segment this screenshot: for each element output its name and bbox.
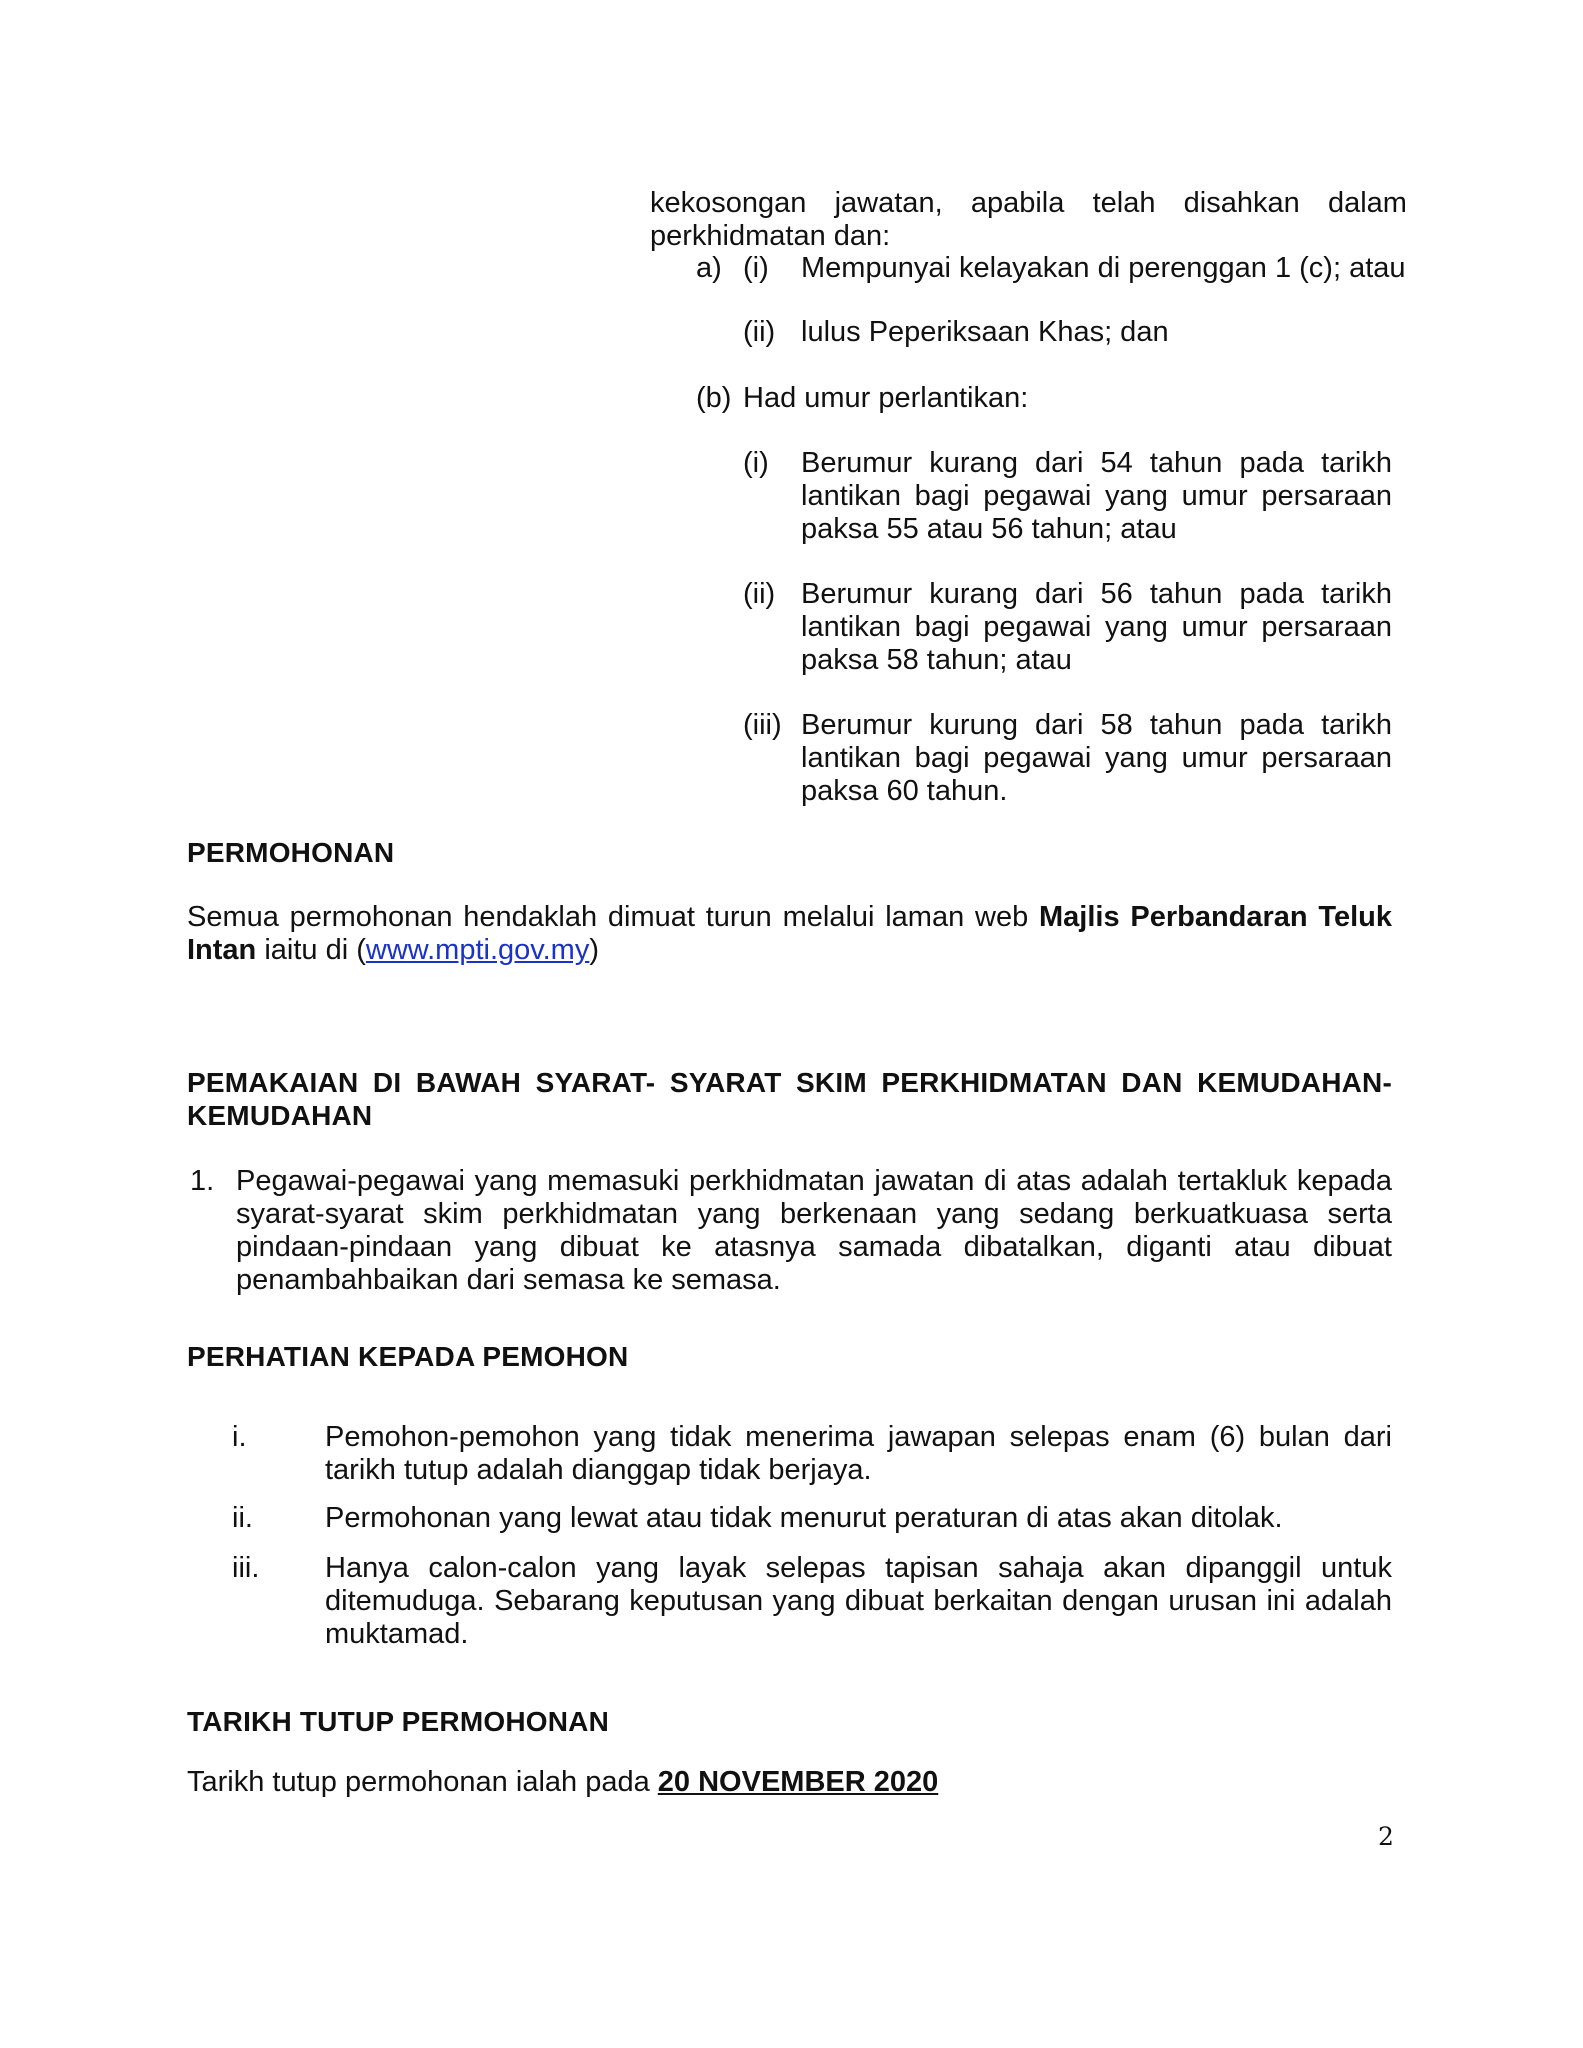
intro-word: apabila — [970, 187, 1065, 219]
clause-a-label: a) — [696, 252, 722, 284]
clause-b-label: (b) — [696, 382, 732, 414]
clause-b-ii-text: Berumur kurang dari 56 tahun pada tarikh lantikan bagi pegawai yang umur persaraan paksa 58 tahun; atau — [801, 578, 1392, 676]
permohonan-text-mid: iaitu di ( — [256, 934, 366, 966]
perhatian-item-iii-num: iii. — [232, 1552, 260, 1584]
intro-line-2: perkhidmatan dan: — [650, 220, 891, 252]
permohonan-heading: PERMOHONAN — [187, 837, 395, 868]
intro-word: kekosongan — [650, 187, 807, 219]
permohonan-text-before: Semua permohonan hendaklah dimuat turun melalui laman web — [187, 901, 1039, 933]
clause-b-title: Had umur perlantikan: — [743, 382, 1029, 414]
closing-date: 20 NOVEMBER 2020 — [657, 1766, 939, 1798]
perhatian-item-i-num: i. — [232, 1421, 247, 1453]
clause-a-i-text: Mempunyai kelayakan di perenggan 1 (c); atau — [801, 252, 1406, 284]
pemakaian-item-text: Pegawai-pegawai yang memasuki perkhidmatan jawatan di atas adalah tertakluk kepada syarat-syarat skim perkhidmatan yang berkenaan yang sedang berkuatkuasa serta pindaan-pindaan yang dibuat ke atasnya samada dibatalkan, diganti atau dibuat penambahbaikan dari semasa ke semasa. — [236, 1165, 1392, 1296]
tarikh-heading: TARIKH TUTUP PERMOHONAN — [187, 1706, 610, 1737]
intro-word: disahkan — [1183, 187, 1300, 219]
clause-a-i-num: (i) — [743, 252, 769, 284]
permohonan-text-after: ) — [589, 934, 600, 966]
pemakaian-item-num: 1. — [190, 1165, 215, 1197]
intro-word: dalam — [1327, 187, 1407, 219]
clause-a-ii-num: (ii) — [743, 316, 776, 348]
perhatian-item-ii-num: ii. — [232, 1502, 253, 1534]
website-link[interactable]: www.mpti.gov.my — [365, 934, 590, 966]
page-number: 2 — [1378, 1822, 1394, 1851]
clause-b-i-text: Berumur kurang dari 54 tahun pada tarikh lantikan bagi pegawai yang umur persaraan paksa 55 atau 56 tahun; atau — [801, 447, 1392, 545]
pemakaian-heading — [187, 1066, 1392, 1132]
clause-b-ii-num: (ii) — [743, 578, 776, 610]
pemakaian-heading-text: PEMAKAIAN DI BAWAH SYARAT- SYARAT SKIM PERKHIDMATAN DAN KEMUDAHAN-KEMUDAHAN — [187, 1067, 1392, 1131]
permohonan-paragraph — [187, 901, 1392, 967]
perhatian-item-i-text: Pemohon-pemohon yang tidak menerima jawapan selepas enam (6) bulan dari tarikh tutup adalah dianggap tidak berjaya. — [325, 1421, 1392, 1486]
perhatian-heading: PERHATIAN KEPADA PEMOHON — [187, 1341, 629, 1372]
clause-b-iii-text: Berumur kurung dari 58 tahun pada tarikh lantikan bagi pegawai yang umur persaraan paksa 60 tahun. — [801, 709, 1392, 807]
organization-name: Majlis Perbandaran Teluk Intan — [187, 901, 1392, 966]
intro-word: telah — [1092, 187, 1156, 219]
tarikh-paragraph — [187, 1766, 938, 1799]
clause-a-ii-text: lulus Peperiksaan Khas; dan — [801, 316, 1169, 348]
intro-line-1 — [650, 187, 1407, 220]
perhatian-item-iii-text: Hanya calon-calon yang layak selepas tapisan sahaja akan dipanggil untuk ditemuduga. Sebarang keputusan yang dibuat berkaitan dengan urusan ini adalah muktamad. — [325, 1552, 1392, 1650]
clause-b-iii-num: (iii) — [743, 709, 782, 741]
perhatian-item-ii-text: Permohonan yang lewat atau tidak menurut peraturan di atas akan ditolak. — [325, 1502, 1283, 1534]
intro-word: jawatan, — [834, 187, 943, 219]
tarikh-text: Tarikh tutup permohonan ialah pada — [187, 1766, 658, 1798]
clause-b-i-num: (i) — [743, 447, 769, 479]
